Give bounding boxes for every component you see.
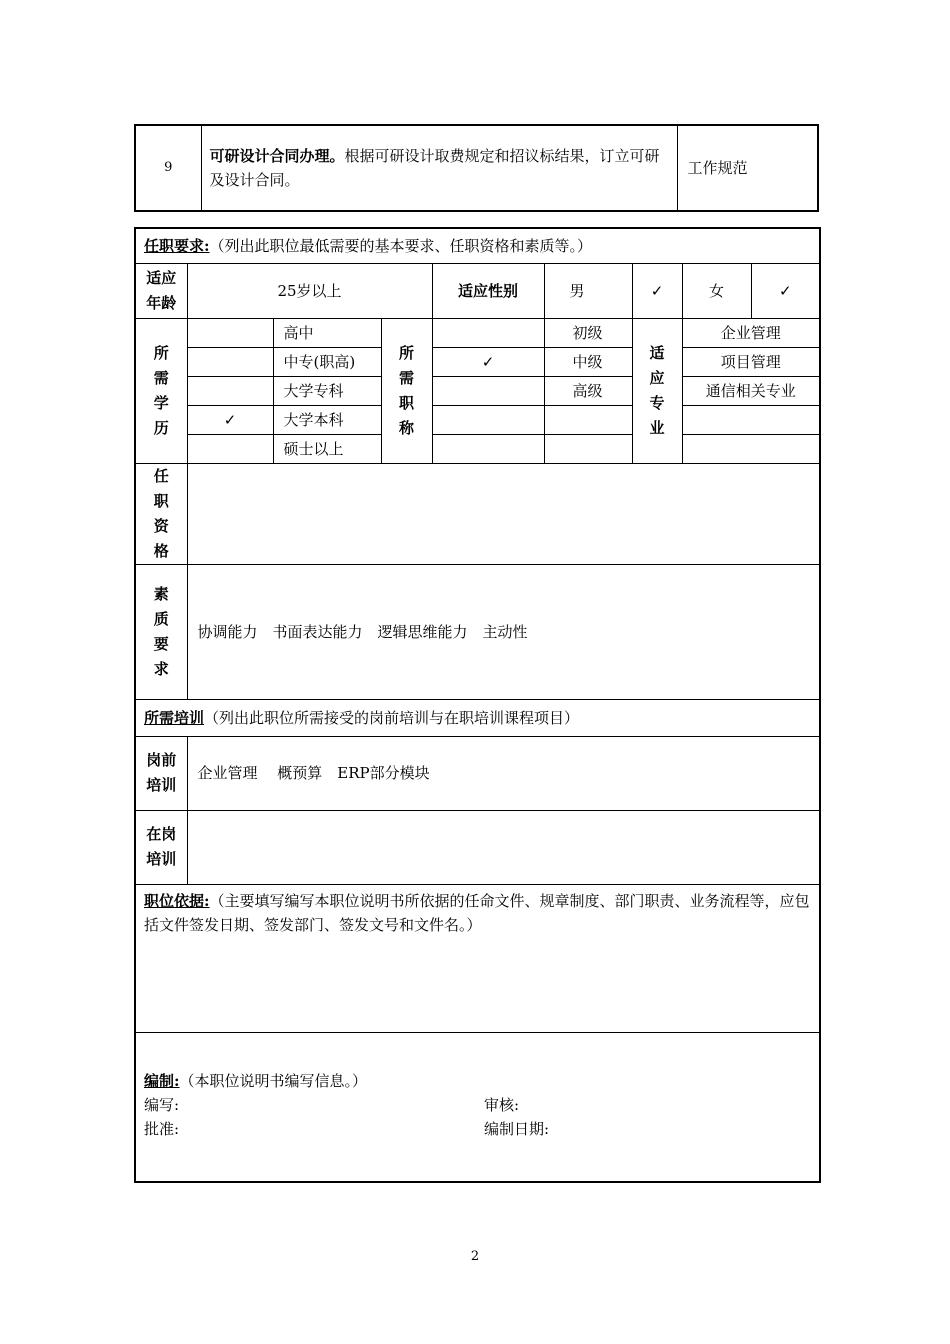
title-option: 初级 [544,318,632,347]
training-header-row [135,699,820,736]
major-option: 项目管理 [682,347,820,376]
basis-label: 职位依据: [144,891,210,910]
education-row-3 [135,376,820,405]
date-field: 编制日期: [484,1119,550,1138]
education-option: 硕士以上 [273,434,381,463]
title-label-text: 所需职称 [399,343,415,437]
pre-training-value: 企业管理 概预算 ERP部分模块 [187,736,820,810]
education-check [187,376,273,405]
training-header-note: （列出此职位所需接受的岗前培训与在职培训课程项目） [204,708,580,727]
education-check [187,347,273,376]
qualification-value [187,463,820,564]
major-option [682,405,820,434]
task-title: 可研设计合同办理。 [209,147,345,165]
requirements-header-row [135,228,820,263]
training-header [135,699,820,736]
major-label-text: 适应专业 [649,343,665,437]
age-value: 25岁以上 [187,263,432,318]
male-label: 男 [544,263,632,318]
requirements-header-note: （列出此职位最低需要的基本要求、任职资格和素质等。） [209,236,593,255]
approver-field: 批准: [144,1119,180,1138]
task-table [134,124,819,212]
title-check [432,434,544,463]
gender-label: 适应性别 [432,263,544,318]
onjob-training-label-text: 在岗培训 [146,825,177,868]
female-check: ✓ [751,263,820,318]
title-check [432,318,544,347]
task-output: 工作规范 [677,125,818,211]
qualification-label [135,463,187,564]
basis-row [135,884,820,1032]
education-row-5 [135,434,820,463]
title-check [432,376,544,405]
quality-row [135,564,820,699]
education-option: 高中 [273,318,381,347]
education-check [187,318,273,347]
signature-row-2 [144,1117,811,1141]
title-check [432,405,544,434]
quality-value: 协调能力 书面表达能力 逻辑思维能力 主动性 [187,564,820,699]
major-option: 通信相关专业 [682,376,820,405]
requirements-header-label: 任职要求: [144,236,210,255]
major-option [682,434,820,463]
major-label [632,318,682,463]
task-description: 根据可研设计取费规定和招议标结果，订立可研及设计合同。 [209,147,660,189]
age-label: 适应年龄 [135,263,187,318]
requirements-header [135,228,820,263]
qualification-row [135,463,820,564]
major-option: 企业管理 [682,318,820,347]
onjob-training-row [135,810,820,884]
title-option: 高级 [544,376,632,405]
title-label [381,318,432,463]
quality-label-text: 素质要求 [153,584,169,678]
education-row-1 [135,318,820,347]
signature-row-1 [144,1093,811,1117]
title-option [544,434,632,463]
pre-training-row [135,736,820,810]
basis-note: （主要填写编写本职位说明书所依据的任命文件、规章制度、部门职责、业务流程等，应包括文件签发日期、签发部门、签发文号和文件名。） [144,891,810,934]
title-option: 中级 [544,347,632,376]
education-row-4 [135,405,820,434]
onjob-training-label [135,810,187,884]
pre-training-label-text: 岗前培训 [146,751,177,794]
male-check: ✓ [632,263,682,318]
writer-field: 编写: [144,1095,180,1114]
education-option: 中专(职高) [273,347,381,376]
education-label [135,318,187,463]
education-check [187,434,273,463]
qualification-label-text: 任职资格 [153,466,169,560]
compilation-note: （本职位说明书编写信息。） [179,1071,368,1090]
requirements-table [134,227,821,1183]
age-gender-row [135,263,820,318]
title-option [544,405,632,434]
task-description-cell [201,125,677,211]
task-number: 9 [135,125,201,211]
education-option: 大学本科 [273,405,381,434]
title-check: ✓ [432,347,544,376]
onjob-training-value [187,810,820,884]
compilation-row [135,1032,820,1182]
compilation-header [144,1069,811,1093]
training-header-label: 所需培训 [144,708,205,727]
education-label-text: 所需学历 [153,343,169,437]
task-row [135,125,818,211]
compilation-cell [135,1032,820,1182]
reviewer-field: 审核: [484,1095,520,1114]
education-check: ✓ [187,405,273,434]
education-row-2 [135,347,820,376]
pre-training-label [135,736,187,810]
basis-cell [135,884,820,1032]
education-option: 大学专科 [273,376,381,405]
quality-label [135,564,187,699]
page-number: 2 [470,1249,480,1264]
female-label: 女 [682,263,751,318]
compilation-label: 编制: [144,1071,180,1090]
